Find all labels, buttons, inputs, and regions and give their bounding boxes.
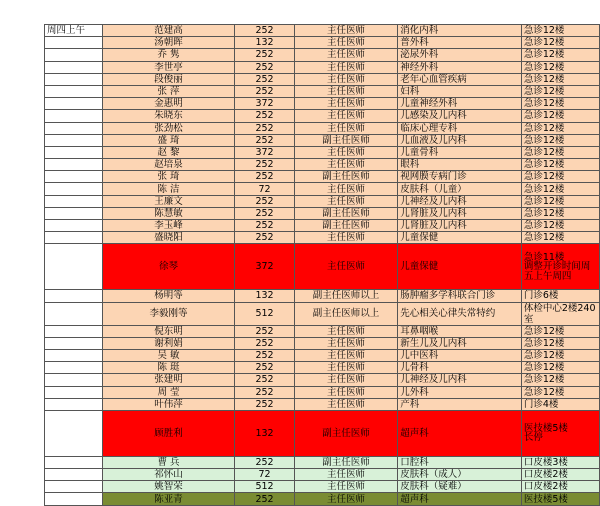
doctor-title: 主任医师 [294, 362, 397, 374]
day-cell [45, 386, 103, 398]
doctor-title: 副主任医师 [294, 220, 397, 232]
doctor-title: 主任医师 [294, 25, 397, 37]
table-row [45, 207, 600, 219]
day-cell [45, 110, 103, 122]
registration-fee: 252 [235, 134, 294, 146]
registration-fee: 252 [235, 232, 294, 244]
registration-fee: 132 [235, 37, 294, 49]
department: 儿外科 [398, 386, 522, 398]
clinic-location: 急诊12楼 [521, 386, 599, 398]
doctor-name: 盛晓阳 [102, 232, 235, 244]
clinic-location: 急诊12楼 [521, 49, 599, 61]
doctor-name: 张 萍 [102, 85, 235, 97]
day-cell [45, 302, 103, 325]
clinic-location: 急诊12楼 [521, 159, 599, 171]
doctor-name: 姚智荣 [102, 481, 235, 493]
department: 儿童保健 [398, 232, 522, 244]
doctor-name: 段俊丽 [102, 73, 235, 85]
day-cell [45, 290, 103, 302]
day-cell [45, 398, 103, 410]
table-row [45, 171, 600, 183]
table-row [45, 244, 600, 290]
day-cell [45, 85, 103, 97]
doctor-name: 陈亚青 [102, 493, 235, 505]
registration-fee: 252 [235, 456, 294, 468]
clinic-location: 门诊4楼 [521, 398, 599, 410]
clinic-location: 急诊12楼 [521, 325, 599, 337]
clinic-location: 急诊12楼 [521, 110, 599, 122]
doctor-title: 主任医师 [294, 49, 397, 61]
day-cell [45, 207, 103, 219]
table-row [45, 386, 600, 398]
clinic-location: 急诊12楼 [521, 183, 599, 195]
registration-fee: 512 [235, 481, 294, 493]
clinic-location: 口皮楼3楼 [521, 456, 599, 468]
doctor-name: 李玉峰 [102, 220, 235, 232]
doctor-title: 主任医师 [294, 337, 397, 349]
doctor-title: 主任医师 [294, 493, 397, 505]
doctor-title: 副主任医师 [294, 456, 397, 468]
clinic-location: 急诊12楼 [521, 25, 599, 37]
schedule-body [45, 25, 600, 506]
registration-fee: 252 [235, 337, 294, 349]
department: 视网膜专病门诊 [398, 171, 522, 183]
table-row [45, 98, 600, 110]
day-cell [45, 122, 103, 134]
day-cell [45, 220, 103, 232]
department: 皮肤科（成人） [398, 469, 522, 481]
doctor-title: 副主任医师 [294, 410, 397, 456]
department: 儿童骨科 [398, 146, 522, 158]
clinic-location: 口皮楼2楼 [521, 469, 599, 481]
registration-fee: 252 [235, 386, 294, 398]
department: 普外科 [398, 37, 522, 49]
department: 皮肤科（儿童） [398, 183, 522, 195]
doctor-title: 主任医师 [294, 146, 397, 158]
table-row [45, 481, 600, 493]
registration-fee: 372 [235, 244, 294, 290]
registration-fee: 132 [235, 290, 294, 302]
day-cell [45, 469, 103, 481]
day-cell [45, 73, 103, 85]
department: 儿中医科 [398, 349, 522, 361]
doctor-name: 王廉文 [102, 195, 235, 207]
doctor-title: 主任医师 [294, 61, 397, 73]
doctor-name: 祁怀山 [102, 469, 235, 481]
doctor-name: 徐琴 [102, 244, 235, 290]
department: 口腔科 [398, 456, 522, 468]
doctor-name: 汤朝晖 [102, 37, 235, 49]
table-row [45, 122, 600, 134]
table-row [45, 362, 600, 374]
doctor-title: 主任医师 [294, 374, 397, 386]
doctor-title: 主任医师 [294, 85, 397, 97]
doctor-name: 吴 敏 [102, 349, 235, 361]
doctor-name: 周 莹 [102, 386, 235, 398]
doctor-title: 主任医师 [294, 122, 397, 134]
clinic-location: 急诊12楼 [521, 122, 599, 134]
day-cell [45, 325, 103, 337]
table-row [45, 37, 600, 49]
doctor-name: 张建明 [102, 374, 235, 386]
department: 肠肿瘤多学科联合门诊 [398, 290, 522, 302]
clinic-location: 医技楼5楼 长停 [521, 410, 599, 456]
day-cell [45, 134, 103, 146]
registration-fee: 252 [235, 362, 294, 374]
registration-fee: 252 [235, 207, 294, 219]
department: 消化内科 [398, 25, 522, 37]
department: 耳鼻咽喉 [398, 325, 522, 337]
table-row [45, 25, 600, 37]
doctor-name: 盛 琦 [102, 134, 235, 146]
day-cell [45, 244, 103, 290]
department: 神经外科 [398, 61, 522, 73]
department: 临床心理专科 [398, 122, 522, 134]
registration-fee: 252 [235, 25, 294, 37]
table-row [45, 302, 600, 325]
table-row [45, 337, 600, 349]
clinic-location: 急诊12楼 [521, 73, 599, 85]
doctor-title: 主任医师 [294, 398, 397, 410]
clinic-location: 急诊12楼 [521, 349, 599, 361]
table-row [45, 232, 600, 244]
day-cell [45, 146, 103, 158]
registration-fee: 372 [235, 98, 294, 110]
department: 儿童保健 [398, 244, 522, 290]
clinic-location: 门诊6楼 [521, 290, 599, 302]
table-row [45, 220, 600, 232]
table-row [45, 61, 600, 73]
day-cell [45, 374, 103, 386]
day-cell [45, 183, 103, 195]
doctor-title: 主任医师 [294, 349, 397, 361]
table-row [45, 398, 600, 410]
clinic-location: 急诊12楼 [521, 98, 599, 110]
doctor-title: 主任医师 [294, 195, 397, 207]
doctor-name: 乔 隽 [102, 49, 235, 61]
clinic-location: 医技楼5楼 [521, 493, 599, 505]
clinic-location: 急诊12楼 [521, 61, 599, 73]
doctor-name: 张劲松 [102, 122, 235, 134]
day-cell [45, 232, 103, 244]
doctor-name: 赵培泉 [102, 159, 235, 171]
table-row [45, 146, 600, 158]
doctor-name: 陈慧敏 [102, 207, 235, 219]
doctor-name: 陈 珽 [102, 362, 235, 374]
doctor-title: 主任医师 [294, 37, 397, 49]
day-cell [45, 171, 103, 183]
table-row [45, 349, 600, 361]
table-row [45, 493, 600, 505]
table-row [45, 325, 600, 337]
doctor-name: 倪东明 [102, 325, 235, 337]
doctor-title: 主任医师 [294, 232, 397, 244]
clinic-location: 急诊12楼 [521, 37, 599, 49]
department: 超声科 [398, 410, 522, 456]
clinic-location: 急诊12楼 [521, 362, 599, 374]
table-row [45, 410, 600, 456]
registration-fee: 512 [235, 302, 294, 325]
doctor-name: 顾胜利 [102, 410, 235, 456]
doctor-title: 副主任医师 [294, 171, 397, 183]
table-row [45, 49, 600, 61]
clinic-location: 急诊12楼 [521, 171, 599, 183]
day-cell [45, 362, 103, 374]
day-cell [45, 493, 103, 505]
registration-fee: 252 [235, 398, 294, 410]
day-cell [45, 195, 103, 207]
doctor-name: 张 琦 [102, 171, 235, 183]
day-cell [45, 410, 103, 456]
registration-fee: 72 [235, 469, 294, 481]
clinic-location: 急诊12楼 [521, 232, 599, 244]
table-row [45, 183, 600, 195]
day-cell [45, 337, 103, 349]
doctor-title: 副主任医师 [294, 134, 397, 146]
registration-fee: 252 [235, 325, 294, 337]
doctor-title: 副主任医师 [294, 207, 397, 219]
day-cell [45, 349, 103, 361]
registration-fee: 252 [235, 110, 294, 122]
department: 儿感染及儿内科 [398, 110, 522, 122]
registration-fee: 72 [235, 183, 294, 195]
department: 妇科 [398, 85, 522, 97]
day-cell [45, 159, 103, 171]
registration-fee: 252 [235, 159, 294, 171]
doctor-title: 副主任医师以上 [294, 290, 397, 302]
registration-fee: 252 [235, 493, 294, 505]
table-row [45, 110, 600, 122]
department: 儿神经及儿内科 [398, 374, 522, 386]
department: 先心相关心律失常特约 [398, 302, 522, 325]
department: 儿神经及儿内科 [398, 195, 522, 207]
table-row [45, 195, 600, 207]
table-row [45, 469, 600, 481]
department: 儿肾脏及儿内科 [398, 220, 522, 232]
day-cell [45, 49, 103, 61]
table-row [45, 73, 600, 85]
doctor-name: 叶伟萍 [102, 398, 235, 410]
department: 超声科 [398, 493, 522, 505]
registration-fee: 132 [235, 410, 294, 456]
department: 儿骨科 [398, 362, 522, 374]
department: 眼科 [398, 159, 522, 171]
doctor-name: 谢利娟 [102, 337, 235, 349]
day-cell [45, 61, 103, 73]
clinic-location: 体检中心2楼240室 [521, 302, 599, 325]
doctor-name: 赵 黎 [102, 146, 235, 158]
registration-fee: 252 [235, 374, 294, 386]
doctor-title: 主任医师 [294, 159, 397, 171]
clinic-location: 急诊12楼 [521, 220, 599, 232]
registration-fee: 252 [235, 349, 294, 361]
table-row [45, 374, 600, 386]
day-cell [45, 481, 103, 493]
doctor-title: 主任医师 [294, 98, 397, 110]
department: 老年心血管疾病 [398, 73, 522, 85]
department: 皮肤科（疑难） [398, 481, 522, 493]
department: 儿童神经外科 [398, 98, 522, 110]
table-row [45, 456, 600, 468]
doctor-title: 主任医师 [294, 183, 397, 195]
registration-fee: 252 [235, 122, 294, 134]
department: 产科 [398, 398, 522, 410]
registration-fee: 372 [235, 146, 294, 158]
doctor-title: 主任医师 [294, 325, 397, 337]
department: 儿肾脏及儿内科 [398, 207, 522, 219]
day-cell [45, 37, 103, 49]
doctor-title: 主任医师 [294, 469, 397, 481]
clinic-location: 急诊12楼 [521, 134, 599, 146]
department: 泌尿外科 [398, 49, 522, 61]
department: 儿血液及儿内科 [398, 134, 522, 146]
table-row [45, 85, 600, 97]
table-row [45, 134, 600, 146]
clinic-location: 急诊12楼 [521, 195, 599, 207]
registration-fee: 252 [235, 85, 294, 97]
department: 新生儿及儿内科 [398, 337, 522, 349]
clinic-location: 急诊12楼 [521, 374, 599, 386]
day-cell [45, 456, 103, 468]
registration-fee: 252 [235, 49, 294, 61]
doctor-name: 范建高 [102, 25, 235, 37]
doctor-name: 李毅刚等 [102, 302, 235, 325]
clinic-location: 急诊11楼 调整开诊时间周五上午周四 [521, 244, 599, 290]
doctor-name: 陈 洁 [102, 183, 235, 195]
clinic-location: 急诊12楼 [521, 85, 599, 97]
registration-fee: 252 [235, 61, 294, 73]
registration-fee: 252 [235, 73, 294, 85]
doctor-name: 朱晓东 [102, 110, 235, 122]
table-row [45, 290, 600, 302]
table-row [45, 159, 600, 171]
registration-fee: 252 [235, 171, 294, 183]
doctor-name: 金惠明 [102, 98, 235, 110]
clinic-location: 口皮楼2楼 [521, 481, 599, 493]
doctor-name: 李世亭 [102, 61, 235, 73]
doctor-title: 主任医师 [294, 386, 397, 398]
day-label: 周四上午 [45, 25, 103, 37]
clinic-location: 急诊12楼 [521, 207, 599, 219]
doctor-name: 曹 兵 [102, 456, 235, 468]
schedule-table [44, 24, 600, 506]
doctor-title: 主任医师 [294, 110, 397, 122]
day-cell [45, 98, 103, 110]
doctor-title: 主任医师 [294, 244, 397, 290]
doctor-title: 副主任医师以上 [294, 302, 397, 325]
doctor-title: 主任医师 [294, 481, 397, 493]
clinic-location: 急诊12楼 [521, 337, 599, 349]
doctor-title: 主任医师 [294, 73, 397, 85]
clinic-location: 急诊12楼 [521, 146, 599, 158]
doctor-name: 杨明等 [102, 290, 235, 302]
registration-fee: 252 [235, 220, 294, 232]
registration-fee: 252 [235, 195, 294, 207]
